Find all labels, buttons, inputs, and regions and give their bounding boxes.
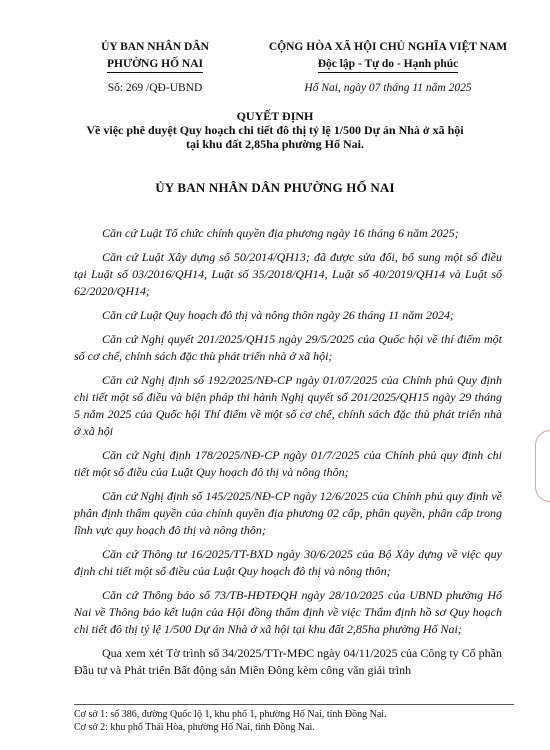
review-paragraph: Qua xem xét Tờ trình số 34/2025/TTr-MĐC ngày 04/11/2025 của Công ty Cổ phần Đầu tư và Phát triển Bất động sản Miền Đông kèm công văn giải trình bbox=[74, 646, 502, 677]
org-name-line2: PHƯỜNG HỐ NAI bbox=[107, 57, 203, 73]
authority-heading: ỦY BAN NHÂN DÂN PHƯỜNG HỐ NAI bbox=[155, 180, 395, 195]
footer-address-2: Cơ sở 2: khu phố Thái Hòa, phường Hố Nai, tỉnh Đồng Nai. bbox=[74, 722, 315, 733]
issue-date: Hố Nai, ngày 07 tháng 11 năm 2025 bbox=[304, 82, 472, 94]
decision-title-block bbox=[60, 109, 490, 151]
footer-address-1: Cơ sở 1: số 386, đường Quốc lộ 1, khu phố 1, phường Hố Nai, tỉnh Đồng Nai. bbox=[74, 709, 387, 720]
page-footer bbox=[74, 704, 514, 734]
legal-basis-paragraph: Căn cứ Luật Quy hoạch đô thị và nông thôn ngày 26 tháng 11 năm 2024; bbox=[102, 308, 454, 322]
document-body bbox=[74, 225, 502, 686]
legal-basis-paragraph: Căn cứ Nghị định số 192/2025/NĐ-CP ngày 01/07/2025 của Chính phủ Quy định chi tiết một số điều và biện pháp thi hành Nghị quyết số 201/2025/QH15 ngày 29 tháng 5 năm 2025 của Quốc hội Thí điểm về một số cơ chế, chính sách đặc thù phát triển nhà ở xã hội bbox=[74, 373, 502, 438]
national-motto: Độc lập - Tự do - Hạnh phúc bbox=[318, 57, 459, 73]
org-name-line1: ỦY BAN NHÂN DÂN bbox=[101, 41, 209, 53]
legal-basis-paragraph: Căn cứ Nghị quyết 201/2025/QH15 ngày 29/5/2025 của Quốc hội về thí điểm một số cơ chế, chính sách đặc thù phát triển nhà ở xã hội; bbox=[74, 332, 502, 363]
decision-subject-line1: Về việc phê duyệt Quy hoạch chi tiết đô thị tỷ lệ 1/500 Dự án Nhà ở xã hội bbox=[86, 123, 464, 137]
nation-name: CỘNG HÒA XÃ HỘI CHỦ NGHĨA VIỆT NAM bbox=[268, 41, 508, 53]
document-number: Số: 269 /QĐ-UBND bbox=[107, 82, 203, 94]
legal-basis-paragraph: Căn cứ Nghị định số 145/2025/NĐ-CP ngày 12/6/2025 của Chính phủ quy định về phân định thẩm quyền của chính quyền địa phương 02 cấp, phân quyền, phân cấp trong lĩnh vực quy hoạch đô thị và nông thôn; bbox=[74, 489, 502, 537]
legal-basis-paragraph: Căn cứ Thông báo số 73/TB-HĐTĐQH ngày 28/10/2025 của UBND phường Hố Nai về Thông báo kết luận của Hội đồng thẩm định về việc Thẩm định hồ sơ Quy hoạch chi tiết đô thị tỷ lệ 1/500 Dự án Nhà ở xã hội tại khu đất 2,85ha phường Hố Nai; bbox=[74, 588, 502, 636]
decision-subject-line2: tại khu đất 2,85ha phường Hố Nai. bbox=[186, 137, 364, 151]
decision-heading: QUYẾT ĐỊNH bbox=[236, 109, 314, 123]
national-header-block bbox=[238, 40, 538, 94]
legal-basis-paragraph: Căn cứ Nghị định 178/2025/NĐ-CP ngày 01/7/2025 của Chính phủ quy định chi tiết một số điều của Luật Quy hoạch đô thị và nông thôn; bbox=[74, 448, 502, 479]
legal-basis-paragraph: Căn cứ Thông tư 16/2025/TT-BXD ngày 30/6/2025 của Bộ Xây dựng về việc quy định chi tiết một số điều của Luật Quy hoạch đô thị và nông thôn; bbox=[74, 547, 502, 578]
legal-basis-paragraph: Căn cứ Luật Tổ chức chính quyền địa phương ngày 16 tháng 6 năm 2025; bbox=[102, 226, 459, 240]
legal-basis-paragraph: Căn cứ Luật Xây dựng số 50/2014/QH13; đã được sửa đổi, bổ sung một số điều tại Luật số 03/2016/QH14, Luật số 35/2018/QH14, Luật số 40/2019/QH14 và Luật số 62/2020/QH14; bbox=[74, 250, 502, 298]
seal-stamp-edge bbox=[535, 430, 550, 502]
issuing-authority-block bbox=[70, 40, 240, 94]
